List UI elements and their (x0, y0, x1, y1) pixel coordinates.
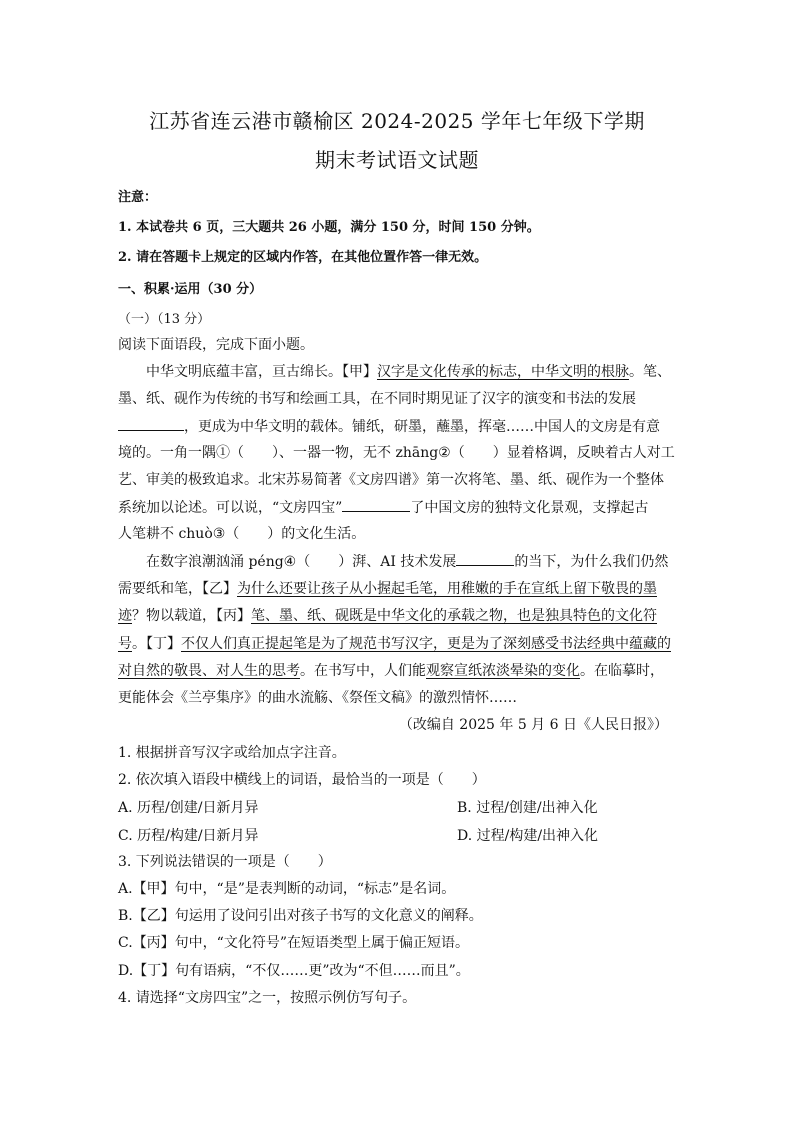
sentence-yi: 为什么还要让孩子从小握起毛笔，用稚嫩的手在宣纸上留下敬畏的墨 (237, 581, 657, 597)
passage-line: 中华文明底蕴丰富，亘古绵长。【甲】汉字是文化传承的标志，中华文明的根脉。笔、 (146, 364, 671, 380)
passage-line: 对自然的敬畏、对人生的思考。在书写中，人们能观察宣纸浓淡晕染的变化。在临摹时， (118, 663, 664, 679)
question-2: 2. 依次填入语段中横线上的词语，最恰当的一项是（ ） (118, 772, 486, 788)
fill-blank-3 (456, 553, 514, 566)
passage-line: 系统加以论述。可以说，“文房四宝” 了中国文房的独特文化景观，支撑起古 (118, 500, 649, 516)
question-3: 3. 下列说法错误的一项是（ ） (118, 854, 332, 870)
fill-blank-1 (118, 418, 184, 431)
q3-option-d: D.【丁】句有语病，“不仅……更”改为“不但……而且”。 (118, 963, 470, 979)
subsection-heading: （一）（13 分） (118, 312, 211, 327)
question-1: 1. 根据拼音写汉字或给加点字注音。 (118, 745, 346, 761)
q2-option-c: C. 历程/构建/日新月异 (118, 828, 259, 844)
passage-line: ，更成为中华文明的载体。铺纸，研墨，蘸墨，挥毫……中国人的文房是有意 (118, 418, 660, 435)
sentence-jia: 汉字是文化传承的标志，中华文明的根脉 (377, 364, 629, 380)
passage-line: 境的。一角一隅①（ ）、一器一物，无不 zhāng②（ ）显着格调，反映着古人对工 (118, 445, 675, 461)
passage-line: 艺、审美的极致追求。北宋苏易简著《文房四谱》第一次将笔、墨、纸、砚作为一个整体 (118, 472, 664, 488)
q3-option-b: B.【乙】句运用了设问引出对孩子书写的文化意义的阐释。 (118, 908, 483, 924)
q3-option-a: A.【甲】句中，“是”是表判断的动词，“标志”是名词。 (118, 881, 456, 897)
passage-source: （改编自 2025 年 5 月 6 日《人民日报》） (398, 717, 668, 733)
notice-item-2: 2. 请在答题卡上规定的区域内作答，在其他位置作答一律无效。 (118, 250, 488, 265)
passage-line: 在数字浪潮汹涌 péng④（ ）湃、AI 技术发展 的当下，为什么我们仍然 (146, 554, 669, 570)
question-4: 4. 请选择“文房四宝”之一，按照示例仿写句子。 (118, 990, 417, 1006)
instruction: 阅读下面语段，完成下面小题。 (118, 337, 314, 353)
exam-title-line2: 期末考试语文试题 (315, 148, 479, 172)
section-heading: 一、积累·运用（30 分） (118, 282, 263, 297)
q3-option-c: C.【丙】句中，“文化符号”在短语类型上属于偏正短语。 (118, 935, 469, 951)
fill-blank-2 (342, 499, 410, 512)
q2-option-d: D. 过程/构建/出神入化 (457, 828, 599, 844)
passage-line: 需要纸和笔，【乙】为什么还要让孩子从小握起毛笔，用稚嫩的手在宣纸上留下敬畏的墨 (118, 581, 657, 597)
passage-line: 墨、纸、砚作为传统的书写和绘画工具，在不同时期见证了汉字的演变和书法的发展 (118, 391, 636, 407)
q2-option-b: B. 过程/创建/出神入化 (457, 800, 598, 816)
sentence-bing: 笔、墨、纸、砚既是中华文化的承载之物，也是独具特色的文化符 (251, 608, 657, 624)
notice-heading: 注意： (118, 190, 158, 205)
passage-line: 人笔耕不 chuò③（ ）的文化生活。 (118, 526, 366, 542)
exam-title-line1: 江苏省连云港市赣榆区 2024-2025 学年七年级下学期 (149, 109, 645, 133)
notice-item-1: 1. 本试卷共 6 页，三大题共 26 小题，满分 150 分，时间 150 分钟。 (118, 220, 540, 235)
passage-line: 迹？物以载道，【丙】笔、墨、纸、砚既是中华文化的承载之物，也是独具特色的文化符 (118, 608, 657, 624)
sentence-ding: 不仅人们真正提起笔是为了规范书写汉字，更是为了深刻感受书法经典中蕴藏的 (181, 636, 671, 652)
q2-option-a: A. 历程/创建/日新月异 (118, 800, 259, 816)
passage-line: 号。【丁】不仅人们真正提起笔是为了规范书写汉字，更是为了深刻感受书法经典中蕴藏的 (118, 636, 671, 652)
underlined-phrase: 观察宣纸浓淡晕染的变化 (426, 663, 580, 679)
passage-line: 更能体会《兰亭集序》的曲水流觞、《祭侄文稿》的激烈情怀…… (118, 690, 517, 706)
